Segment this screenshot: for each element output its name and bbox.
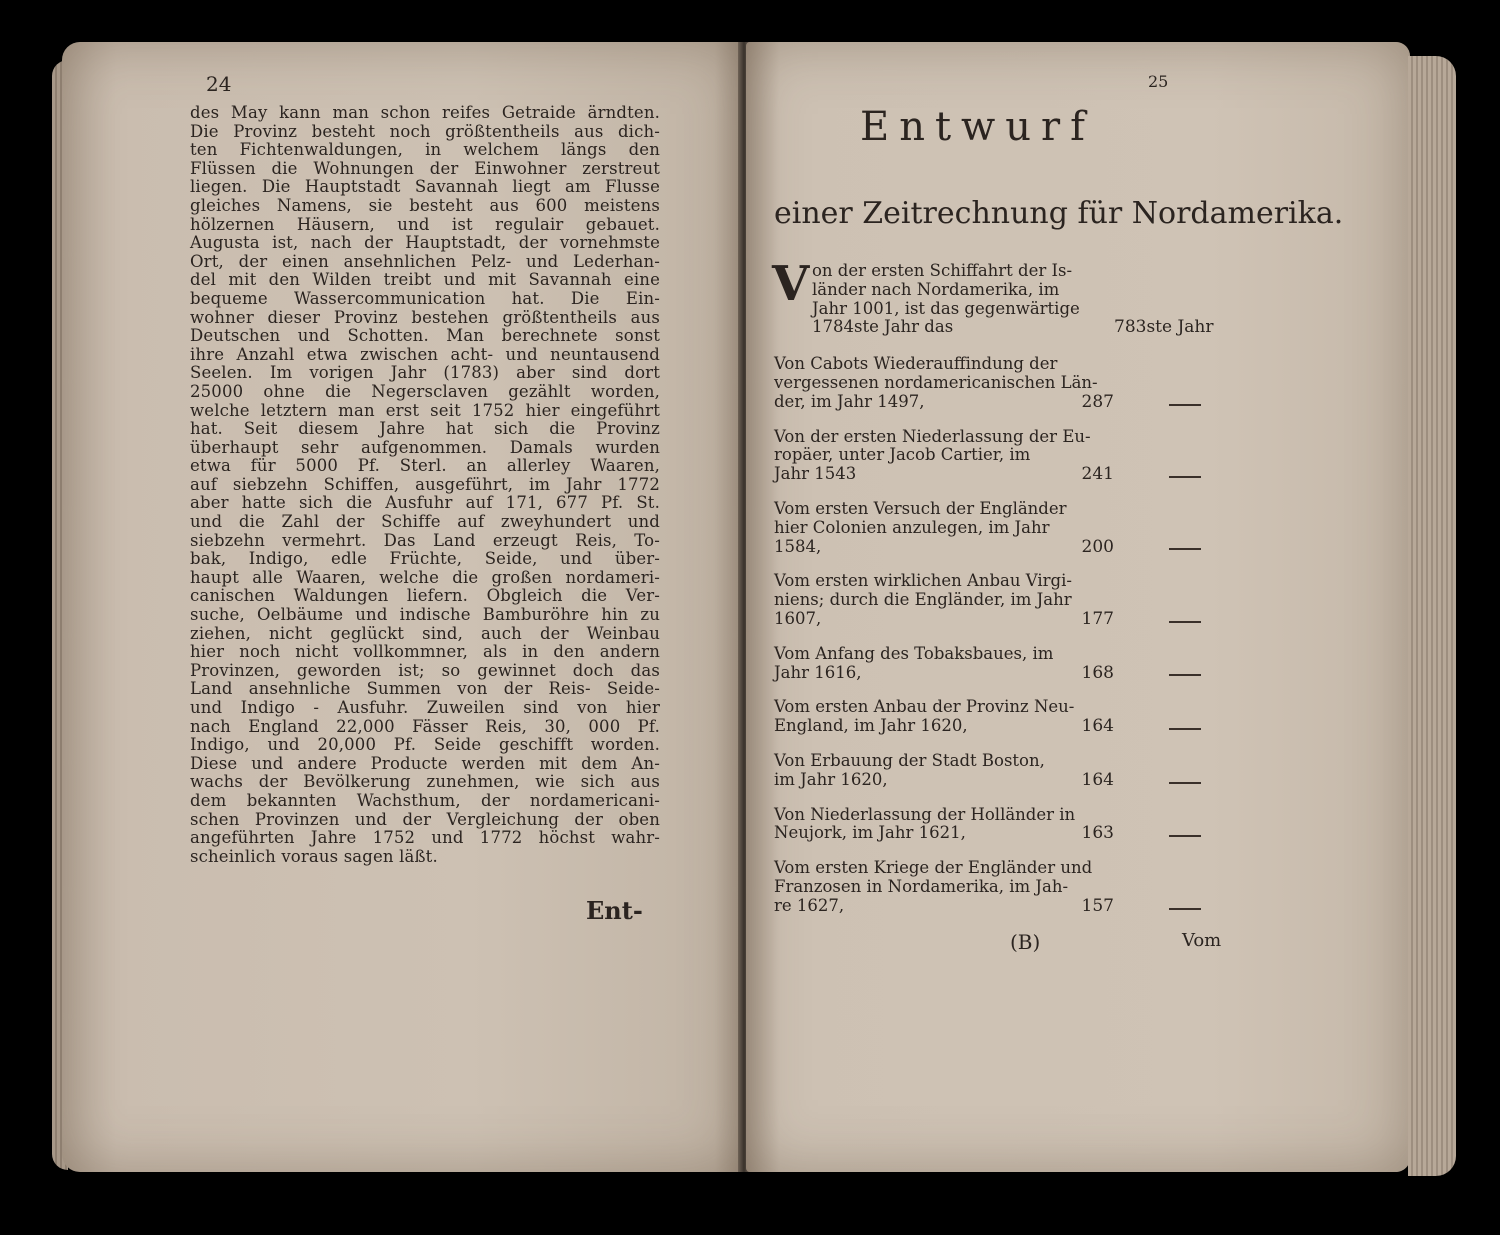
text-line: Land ansehnliche Summen von der Reis- Seide- <box>190 679 660 699</box>
chronology-list <box>772 256 1234 932</box>
chronology-entry <box>774 698 1234 736</box>
entry-line: 1784ste Jahr das <box>812 317 954 337</box>
entry-dash <box>1169 908 1201 910</box>
entry-line: England, im Jahr 1620, <box>774 716 968 736</box>
entry-line: re 1627, <box>774 895 845 915</box>
text-line: suche, Oelbäume und indische Bamburöhre hin zu <box>190 605 660 625</box>
text-line: überhaupt sehr aufgenommen. Damals wurden <box>190 437 660 457</box>
entry-dash <box>1169 404 1201 406</box>
entry-line: ropäer, unter Jacob Cartier, im <box>774 445 1031 465</box>
text-line: etwa für 5000 Pf. Sterl. an allerley Waaren, <box>190 456 660 476</box>
text-line: bak, Indigo, edle Früchte, Seide, und über- <box>190 549 660 569</box>
entry-years-ago: 287 <box>1081 391 1114 412</box>
text-line: hat. Seit diesem Jahre hat sich die Provinz <box>190 419 660 439</box>
chronology-entry <box>774 500 1234 556</box>
text-line: canischen Waldungen liefern. Obgleich die Ver- <box>190 586 660 606</box>
text-line: scheinlich voraus sagen läßt. <box>190 846 438 866</box>
left-page-text <box>190 104 660 866</box>
signature-mark: (B) <box>1010 930 1041 954</box>
chronology-entry <box>774 645 1234 683</box>
chronology-entry <box>774 752 1234 790</box>
entry-years-ago: 168 <box>1081 662 1114 683</box>
entry-dash <box>1169 621 1201 623</box>
entry-dash <box>1169 782 1201 784</box>
text-line: Provinzen, geworden ist; so gewinnet doch das <box>190 660 660 680</box>
text-line: haupt alle Waaren, welche die großen nordameri- <box>190 567 660 587</box>
text-line: nach England 22,000 Fässer Reis, 30, 000 Pf. <box>190 716 660 736</box>
entry-line: on der ersten Schiffahrt der Is- <box>812 261 1073 280</box>
text-line: liegen. Die Hauptstadt Savannah liegt am Flusse <box>190 177 660 197</box>
entry-dash <box>1169 476 1201 478</box>
text-line: des May kann man schon reifes Getraide ärndten. <box>190 103 660 122</box>
entry-line: 1607, <box>774 608 822 628</box>
entry-years-ago: 200 <box>1081 536 1114 557</box>
text-line: schen Provinzen und der Vergleichung der oben <box>190 809 660 829</box>
entry-line: Von Cabots Wiederauffindung der <box>774 354 1058 374</box>
entry-dash <box>1169 548 1201 550</box>
text-line: und die Zahl der Schiffe auf zweyhundert und <box>190 512 660 532</box>
entry-dash <box>1169 674 1201 676</box>
text-line: 25000 ohne die Negersclaven gezählt worden, <box>190 381 660 401</box>
text-line: Die Provinz besteht noch größtentheils aus dich- <box>190 121 660 141</box>
entry-line: Vom ersten wirklichen Anbau Virgi- <box>774 571 1072 591</box>
left-page-number: 24 <box>206 72 232 96</box>
entry-dash <box>1169 835 1201 837</box>
entry-line: niens; durch die Engländer, im Jahr <box>774 590 1072 610</box>
text-line: wohner dieser Provinz bestehen größtentheils aus <box>190 307 660 327</box>
text-line: siebzehn vermehrt. Das Land erzeugt Reis, To- <box>190 530 660 550</box>
text-line: ten Fichtenwaldungen, in welchem längs den <box>190 140 660 160</box>
text-line: Augusta ist, nach der Hauptstadt, der vornehmste <box>190 233 660 253</box>
drop-cap: V <box>772 256 810 312</box>
entry-years-ago: 164 <box>1081 716 1114 737</box>
chronology-entry <box>774 572 1234 628</box>
left-catchword: Ent- <box>586 896 643 925</box>
entry-line: Von Erbauung der Stadt Boston, <box>774 750 1045 770</box>
right-page-edges <box>1408 56 1456 1176</box>
entry-years-ago: 164 <box>1081 769 1114 790</box>
entry-line: Von der ersten Niederlassung der Eu- <box>774 426 1091 446</box>
entry-line: länder nach Nordamerika, im <box>812 279 1060 299</box>
text-line: dem bekannten Wachsthum, der nordamericani- <box>190 790 660 810</box>
entry-years-ago: 157 <box>1081 895 1114 916</box>
page-title: Entwurf <box>860 104 1095 150</box>
text-line: welche letztern man erst seit 1752 hier eingeführt <box>190 400 660 420</box>
right-catchword: Vom <box>1182 930 1222 951</box>
entry-line: 1584, <box>774 536 822 556</box>
text-line: Flüssen die Wohnungen der Einwohner zerstreut <box>190 158 660 178</box>
entry-years-ago: 163 <box>1081 823 1114 844</box>
page-subtitle: einer Zeitrechnung für Nordamerika. <box>774 196 1344 231</box>
entry-line: Vom ersten Versuch der Engländer <box>774 498 1067 518</box>
chronology-entry <box>774 859 1234 915</box>
chronology-entry <box>774 428 1234 484</box>
entry-line: Von Niederlassung der Holländer in <box>774 804 1076 824</box>
text-line: ihre Anzahl etwa zwischen acht- und neuntausend <box>190 344 660 364</box>
text-line: bequeme Wassercommunication hat. Die Ein- <box>190 288 660 308</box>
text-line: hölzernen Häusern, und ist regulair gebauet. <box>190 214 660 234</box>
entry-line: der, im Jahr 1497, <box>774 391 925 411</box>
entry-line: Vom ersten Kriege der Engländer und <box>774 858 1093 878</box>
entry-line: im Jahr 1620, <box>774 769 888 789</box>
chronology-entry <box>772 256 1234 338</box>
right-page-number: 25 <box>1148 72 1169 91</box>
text-line: und Indigo - Ausfuhr. Zuweilen sind von hier <box>190 698 660 717</box>
text-line: aber hatte sich die Ausfuhr auf 171, 677 Pf. St. <box>190 493 660 513</box>
text-line: Deutschen und Schotten. Man berechnete sonst <box>190 326 660 346</box>
entry-line: Jahr 1616, <box>774 662 862 682</box>
text-line: Ort, der einen ansehnlichen Pelz- und Lederhan- <box>190 251 660 271</box>
entry-line: Neujork, im Jahr 1621, <box>774 823 966 843</box>
text-line: angeführten Jahre 1752 und 1772 höchst wahr- <box>190 828 660 848</box>
entry-years-ago: 241 <box>1081 464 1114 485</box>
text-line: del mit den Wilden treibt und mit Savannah eine <box>190 270 660 290</box>
entry-years-ago: 783ste Jahr <box>1114 317 1214 338</box>
text-line: Indigo, und 20,000 Pf. Seide geschifft worden. <box>190 735 660 755</box>
entry-line: Vom ersten Anbau der Provinz Neu- <box>774 697 1075 717</box>
text-line: hier noch nicht vollkommner, als in den andern <box>190 642 660 662</box>
entry-line: Jahr 1001, ist das gegenwärtige <box>812 298 1080 318</box>
entry-line: hier Colonien anzulegen, im Jahr <box>774 517 1050 537</box>
entry-dash <box>1169 728 1201 730</box>
text-line: ziehen, nicht geglückt sind, auch der Weinbau <box>190 623 660 643</box>
entry-line: Jahr 1543 <box>774 464 857 484</box>
text-line: Diese und andere Producte werden mit dem An- <box>190 753 660 773</box>
entry-line: Franzosen in Nordamerika, im Jah- <box>774 876 1069 896</box>
chronology-entry <box>774 806 1234 844</box>
entry-years-ago: 177 <box>1081 608 1114 629</box>
chronology-entry <box>774 355 1234 411</box>
entry-line: Vom Anfang des Tobaksbaues, im <box>774 643 1054 663</box>
text-line: gleiches Namens, sie besteht aus 600 meistens <box>190 195 660 215</box>
text-line: Seelen. Im vorigen Jahr (1783) aber sind dort <box>190 363 660 383</box>
entry-line: vergessenen nordamericanischen Län- <box>774 372 1098 392</box>
text-line: wachs der Bevölkerung zunehmen, wie sich aus <box>190 772 660 792</box>
text-line: auf siebzehn Schiffen, ausgeführt, im Jahr 1772 <box>190 474 660 494</box>
